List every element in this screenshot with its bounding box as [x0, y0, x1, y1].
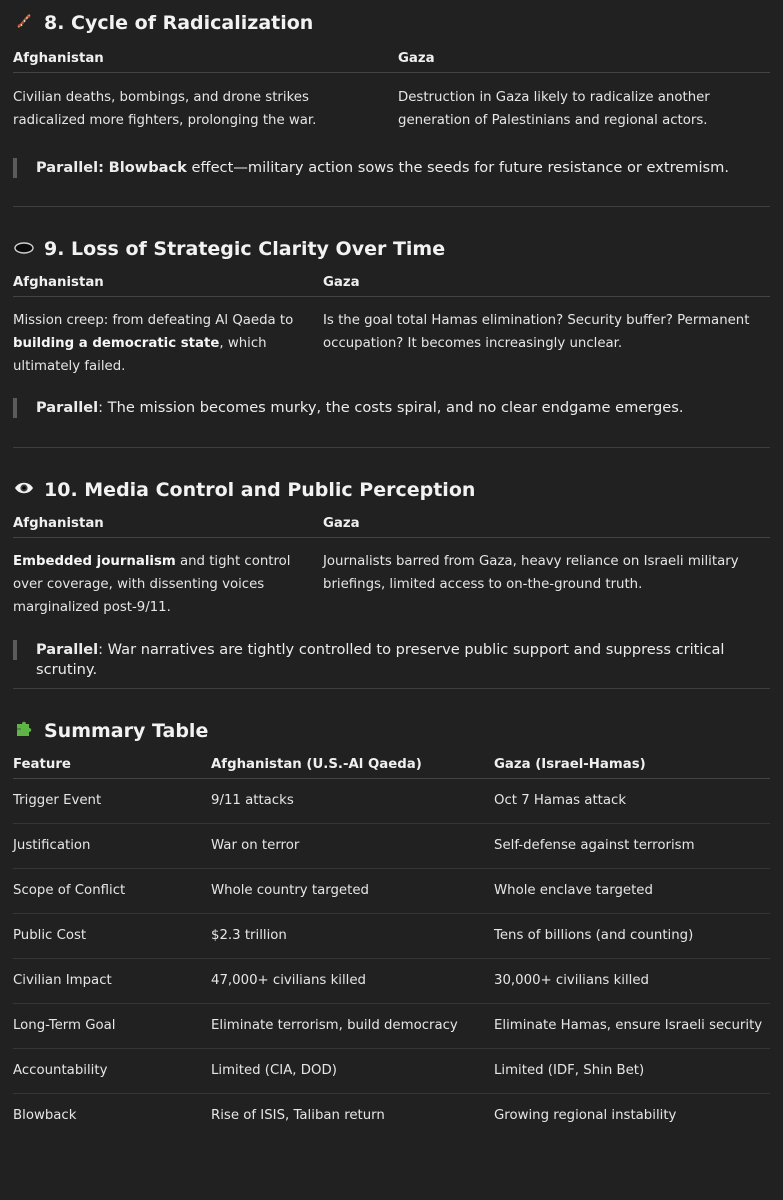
cell-text: Civilian deaths, bombings, and drone strikes radicalized more fighters, prolonging the war. [13, 90, 317, 128]
parallel-text: : War narratives are tightly controlled to preserve public support and suppress critical scrutiny. [36, 641, 725, 678]
section-title: 10. Media Control and Public Perception [44, 479, 476, 501]
column-header-afghanistan: Afghanistan [13, 50, 104, 66]
feature-cell: Public Cost [13, 914, 211, 959]
feature-cell: Civilian Impact [13, 959, 211, 1004]
afghanistan-cell [13, 538, 323, 620]
afghanistan-cell [13, 297, 323, 379]
cell-text: , which ultimately failed. [13, 336, 267, 374]
parallel-colon: : [98, 159, 104, 176]
section-heading [13, 236, 770, 262]
parallel-callout [13, 158, 770, 178]
column-header-gaza: Gaza [323, 274, 360, 290]
parallel-label: Parallel [36, 641, 99, 658]
gaza-cell [323, 297, 770, 379]
cell-text: Mission creep: from defeating Al Qaeda to [13, 313, 294, 328]
table-row [13, 779, 770, 824]
afghanistan-cell [13, 73, 398, 133]
afghanistan-cell: Whole country targeted [211, 869, 494, 914]
gaza-cell: Growing regional instability [494, 1108, 677, 1123]
cell-text: Journalists barred from Gaza, heavy reliance on Israeli military briefings, limited access to on-the-ground truth. [323, 554, 739, 592]
table-row [13, 824, 770, 869]
feature-cell: Blowback [13, 1108, 77, 1123]
section-heading [13, 10, 770, 36]
column-header-gaza: Gaza [323, 515, 360, 531]
afghanistan-cell: Rise of ISIS, Taliban return [211, 1108, 385, 1123]
dna-icon [13, 12, 35, 35]
column-header-afghanistan: Afghanistan [13, 274, 104, 290]
column-header-gaza: Gaza [398, 50, 435, 66]
parallel-callout [13, 640, 770, 678]
column-header-gaza: Gaza (Israel-Hamas) [494, 756, 646, 772]
afghanistan-cell: 47,000+ civilians killed [211, 959, 494, 1004]
cell-bold-text: Embedded journalism [13, 554, 176, 569]
afghanistan-cell: Limited (CIA, DOD) [211, 1049, 494, 1094]
afghanistan-cell: 9/11 attacks [211, 779, 494, 824]
section-title: 8. Cycle of Radicalization [44, 12, 314, 34]
section-title: Summary Table [44, 720, 209, 742]
afghanistan-cell: $2.3 trillion [211, 914, 494, 959]
section-summary-table [13, 689, 770, 1138]
parallel-keyword: Blowback [108, 159, 187, 176]
feature-cell: Long-Term Goal [13, 1004, 211, 1049]
feature-cell: Scope of Conflict [13, 869, 211, 914]
table-row [13, 1004, 770, 1049]
table-row [13, 869, 770, 914]
gaza-cell: Tens of billions (and counting) [494, 914, 770, 959]
feature-cell: Accountability [13, 1049, 211, 1094]
section-title: 9. Loss of Strategic Clarity Over Time [44, 238, 446, 260]
column-header-afghanistan: Afghanistan (U.S.-Al Qaeda) [211, 756, 422, 772]
section-heading [13, 718, 770, 744]
section-strategic-clarity [13, 207, 770, 418]
feature-cell: Justification [13, 824, 211, 869]
cell-text: Destruction in Gaza likely to radicalize another generation of Palestinians and regional actors. [398, 90, 710, 128]
column-header-afghanistan: Afghanistan [13, 515, 104, 531]
afghanistan-cell: Eliminate terrorism, build democracy [211, 1004, 494, 1049]
comparison-table [13, 44, 770, 132]
parallel-text: effect—military action sows the seeds for future resistance or extremism. [191, 159, 729, 176]
section-heading [13, 477, 770, 503]
cell-text: and tight control over coverage, with dissenting voices marginalized post-9/11. [13, 554, 291, 615]
table-row [13, 914, 770, 959]
gaza-cell: Eliminate Hamas, ensure Israeli security [494, 1004, 770, 1049]
parallel-callout [13, 398, 770, 418]
cell-text: Is the goal total Hamas elimination? Security buffer? Permanent occupation? It becomes increasingly unclear. [323, 313, 750, 351]
parallel-text: : The mission becomes murky, the costs spiral, and no clear endgame emerges. [98, 399, 684, 416]
parallel-label: Parallel [36, 159, 99, 176]
comparison-table [13, 268, 770, 378]
gaza-cell: 30,000+ civilians killed [494, 959, 770, 1004]
comparison-table [13, 509, 770, 619]
table-row [13, 1094, 770, 1139]
cell-bold-text: building a democratic state [13, 336, 220, 351]
eye-icon [13, 480, 35, 500]
table-row [13, 959, 770, 1004]
parallel-label: Parallel [36, 399, 99, 416]
gaza-cell [323, 538, 770, 620]
column-header-feature: Feature [13, 756, 71, 772]
gaza-cell: Whole enclave targeted [494, 869, 770, 914]
section-media-control [13, 448, 770, 678]
feature-cell: Trigger Event [13, 779, 211, 824]
puzzle-icon [13, 720, 35, 743]
section-cycle-of-radicalization [13, 0, 770, 178]
gaza-cell: Limited (IDF, Shin Bet) [494, 1049, 770, 1094]
gaza-cell: Self-defense against terrorism [494, 824, 770, 869]
gaza-cell [398, 73, 770, 133]
afghanistan-cell: War on terror [211, 824, 494, 869]
gaza-cell: Oct 7 Hamas attack [494, 779, 770, 824]
table-row [13, 1049, 770, 1094]
hole-icon [13, 239, 35, 259]
summary-table [13, 750, 770, 1138]
